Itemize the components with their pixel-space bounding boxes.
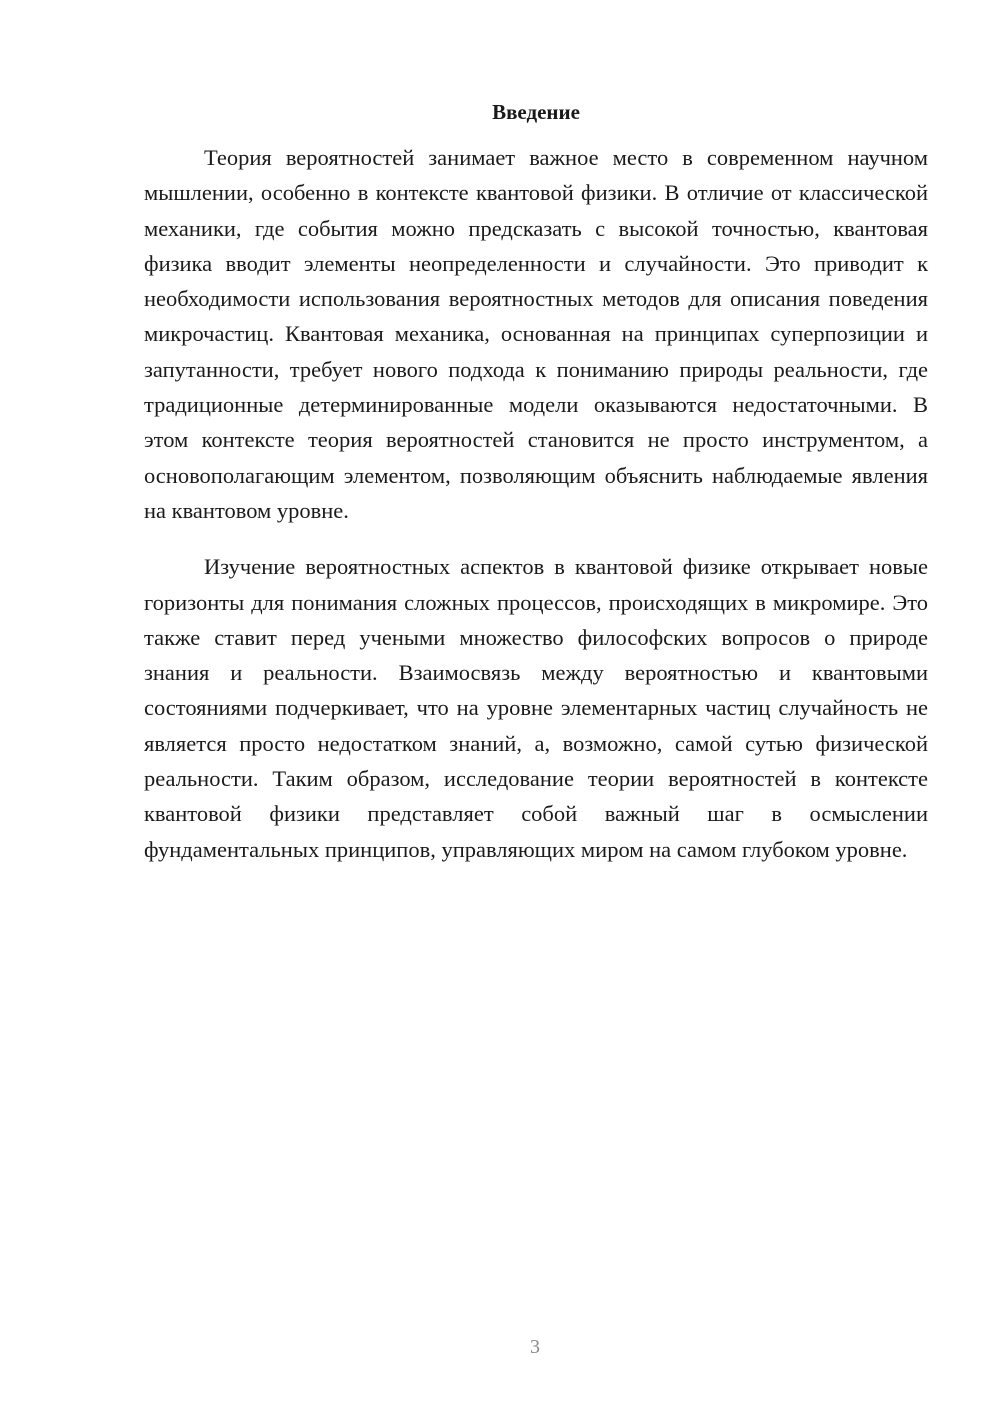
- section-heading: Введение: [492, 100, 580, 124]
- page-content: [144, 96, 928, 867]
- page-number: 3: [530, 1336, 540, 1358]
- paragraph-1: Теория вероятностей занимает важное место в современном научном мышлении, особенно в контексте квантовой физики. В отличие от классической механики, где события можно предсказать с высокой точностью, квантовая физика вводит элементы неопределенности и случайности. Это приводит к необходимости использования вероятностных методов для описания поведения микрочастиц. Квантовая механика, основанная на принципах суперпозиции и запутанности, требует нового подхода к пониманию природы реальности, где традиционные детерминированные модели оказываются недостаточными. В этом контексте теория вероятностей становится не просто инструментом, а основополагающим элементом, позволяющим объяснить наблюдаемые явления на квантовом уровне.: [144, 145, 928, 523]
- paragraph-2: Изучение вероятностных аспектов в квантовой физике открывает новые горизонты для понимания сложных процессов, происходящих в микромире. Это также ставит перед учеными множество философских вопросов о природе знания и реальности. Взаимосвязь между вероятностью и квантовыми состояниями подчеркивает, что на уровне элементарных частиц случайность не является просто недостатком знаний, а, возможно, самой сутью физической реальности. Таким образом, исследование теории вероятностей в контексте квантовой физики представляет собой важный шаг в осмыслении фундаментальных принципов, управляющих миром на самом глубоком уровне.: [144, 554, 928, 862]
